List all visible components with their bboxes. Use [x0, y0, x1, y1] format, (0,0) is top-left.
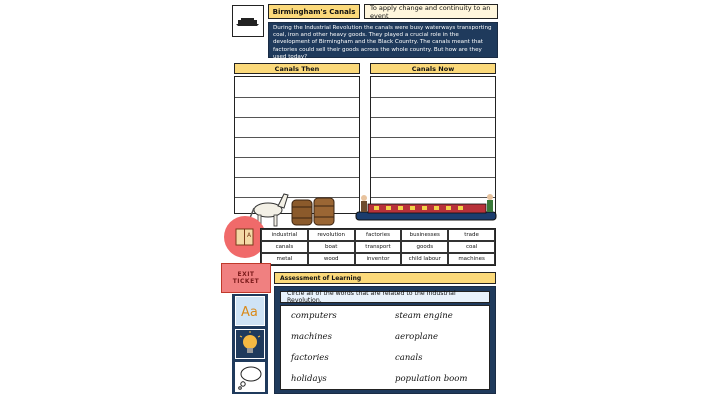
lightbulb-icon [235, 329, 265, 359]
exit-ticket-icon [221, 263, 271, 293]
canals-now-heading: Canals Now [370, 63, 496, 74]
intro-text: During the Industrial Revolution the canals were busy waterways transporting coal, iron and other heavy goods. They played a crucial role in the development of Birmingham and the Black Country. The canals meant that factories could sell their goods across the whole country. But how are they used today? [268, 22, 498, 58]
answer-word[interactable]: machines [291, 332, 332, 342]
svg-text:A: A [247, 232, 252, 239]
answer-word[interactable]: canals [395, 353, 423, 363]
word-bank-cell: industrial [261, 229, 308, 241]
horse-and-barrels-illustration [248, 186, 348, 228]
font-aa-icon [235, 296, 265, 326]
assessment-heading: Assessment of Learning [274, 272, 496, 284]
word-bank-cell: goods [401, 241, 448, 253]
word-bank-cell: transport [355, 241, 402, 253]
answer-word[interactable]: aeroplane [395, 332, 439, 342]
canals-then-heading: Canals Then [234, 63, 360, 74]
exit-ticket-label-line2: TICKET [232, 278, 260, 285]
word-bank-cell: factories [355, 229, 402, 241]
word-bank-cell: boat [308, 241, 355, 253]
word-bank-cell: machines [448, 253, 495, 265]
assessment-instruction: Circle all of the words that are related to the Industrial Revolution. [280, 291, 490, 303]
word-bank-table [260, 228, 496, 266]
learning-objective: To apply change and continuity to an event [364, 4, 498, 19]
assessment-answer-box [280, 305, 490, 390]
exit-ticket-label-line1: EXIT [237, 271, 255, 278]
svg-text:Aa: Aa [241, 305, 258, 320]
word-bank-cell: child labour [401, 253, 448, 265]
page-title: Birmingham's Canals [268, 4, 360, 19]
answer-word[interactable]: factories [291, 353, 329, 363]
word-bank-cell: businesses [401, 229, 448, 241]
word-bank-cell: wood [308, 253, 355, 265]
narrowboat-icon [232, 5, 264, 37]
word-bank-cell: metal [261, 253, 308, 265]
answer-word[interactable]: steam engine [395, 311, 453, 321]
word-bank-cell: canals [261, 241, 308, 253]
thought-bubble-icon [235, 362, 265, 392]
answer-word[interactable]: computers [291, 311, 337, 321]
word-bank-cell: inventor [355, 253, 402, 265]
side-icon-strip [232, 294, 268, 394]
answer-word[interactable]: population boom [395, 374, 468, 384]
narrowboat-illustration [352, 192, 500, 224]
answer-word[interactable]: holidays [291, 374, 327, 384]
word-bank-cell: trade [448, 229, 495, 241]
word-bank-cell: revolution [308, 229, 355, 241]
word-bank-cell: coal [448, 241, 495, 253]
